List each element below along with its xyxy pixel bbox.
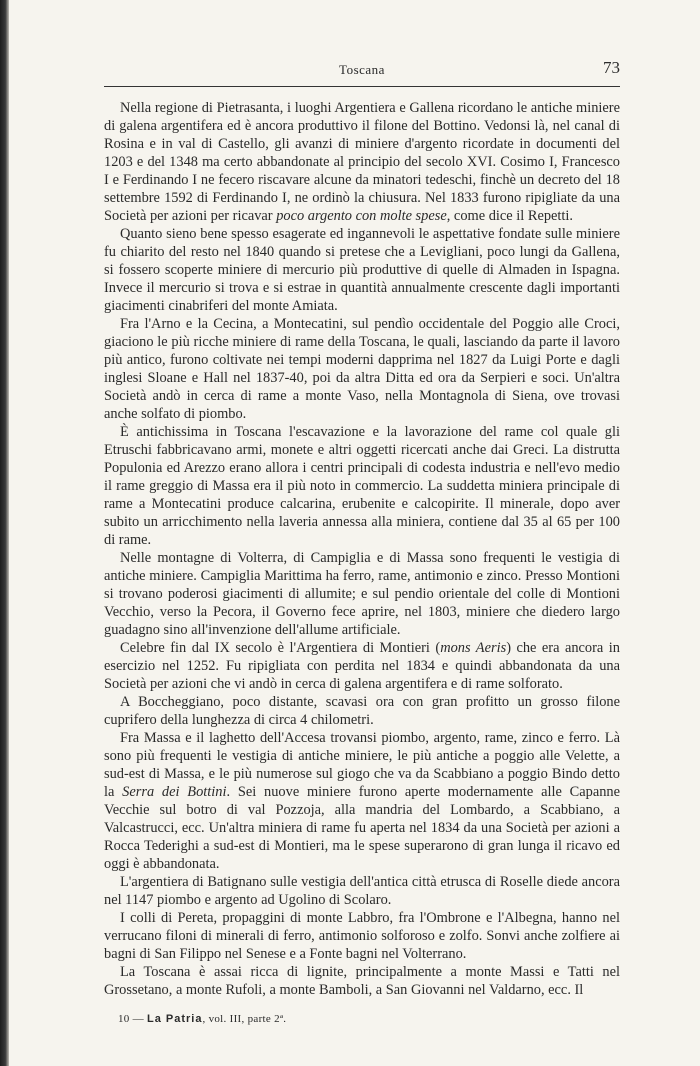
italic-text: poco argento con molte spese [276, 208, 447, 224]
footer-title: La Patria [147, 1013, 203, 1025]
footer-prefix: 10 — [118, 1013, 147, 1025]
paragraph [104, 549, 620, 639]
text-run: Quanto sieno bene spesso esagerate ed ingannevoli le aspettative fondate sulle miniere fu chiarito del resto nel 1840 quando si pretese che a Levigliani, poco lungi da Gallena, si fossero scoperte miniere di mercurio più produttive di quelle di Almaden in Ispagna. Invece il mercurio si trova e si estrae in quantità annualmente crescente dagli importanti giacimenti cinabriferi del monte Amiata. [104, 226, 620, 314]
page-header [104, 58, 620, 82]
paragraph [104, 873, 620, 909]
text-run: Nelle montagne di Volterra, di Campiglia e di Massa sono frequenti le vestigia di antiche miniere. Campiglia Marittima ha ferro, rame, antimonio e zinco. Presso Montioni si trovano poderosi giacimenti di allumite; e sul pendio orientale del colle di Montioni Vecchio, verso la Pecora, il Governo fece aprire, nel 1803, miniere che diedero largo guadagno sino all'invenzione dell'allume artificiale. [104, 550, 620, 638]
text-run: L'argentiera di Batignano sulle vestigia dell'antica città etrusca di Roselle diede ancora nel 1147 piombo e argento ad Ugolino di Scolaro. [104, 874, 620, 908]
paragraph [104, 909, 620, 963]
body-text [104, 99, 620, 999]
text-run: I colli di Pereta, propaggini di monte Labbro, fra l'Ombrone e l'Albegna, hanno nel verrucano filoni di minerali di ferro, antimonio solforoso e zolfo. Sonvi anche zolfiere ai bagni di San Filippo nel Senese e a Fonte bagni nel Volterrano. [104, 910, 620, 962]
text-run: La Toscana è assai ricca di lignite, principalmente a monte Massi e Tatti nel Grossetano, a monte Rufoli, a monte Bamboli, a San Giovanni nel Valdarno, ecc. Il [104, 964, 620, 998]
text-run: A Boccheggiano, poco distante, scavasi ora con gran profitto un grosso filone cuprifero della lunghezza di circa 4 chilometri. [104, 694, 620, 728]
paragraph [104, 99, 620, 225]
text-run: ) che era ancora in esercizio nel 1252. Fu ripigliata con perdita nel 1834 e quindi abbandonata da una Società per azioni che vi andò in cerca di galena argentifera e di rame solforato. [104, 640, 620, 692]
text-run: . Sei nuove miniere furono aperte modernamente alle Capanne Vecchie sul botro di val Pozzoja, alla mandria del Lombardo, a Scabbiano, a Valcastrucci, ecc. Un'altra miniera di rame fu aperta nel 1834 da una Società per azioni a Rocca Tederighi a sud-est di Montieri, ma le spese superarono di gran lunga il ricavo ed oggi è abbandonata. [104, 784, 620, 872]
paragraph [104, 963, 620, 999]
text-run: Fra Massa e il laghetto dell'Accesa trovansi piombo, argento, rame, zinco e ferro. Là sono più frequenti le vestigia di antiche miniere, le più antiche a poggio alle Velette, a sud-est di Massa, e le più numerose sul giogo che va da Scabbiano a poggio Bindo detto la [104, 730, 620, 800]
paragraph [104, 639, 620, 693]
page [104, 58, 620, 999]
paragraph [104, 423, 620, 549]
footer-suffix: , vol. III, parte 2ª. [202, 1013, 287, 1025]
header-rule [104, 86, 620, 87]
book-spine [0, 0, 9, 1066]
page-footer [118, 1013, 286, 1025]
paragraph [104, 315, 620, 423]
text-run: , come dice il Repetti. [446, 208, 574, 224]
italic-text: mons Aeris [440, 640, 507, 656]
paragraph [104, 225, 620, 315]
text-run: Fra l'Arno e la Cecina, a Montecatini, sul pendìo occidentale del Poggio alle Croci, giaciono le più ricche miniere di rame della Toscana, le quali, lasciando da parte il lavoro più antico, furono coltivate nei tempi moderni dapprima nel 1827 da Luigi Porte e dagli inglesi Sloane e Hall nel 1837-40, poi da altra Ditta ed ora da Serpieri e soci. Un'altra Società andò in cerca di rame a monte Vaso, nella Montagnola di Siena, ove trovasi anche solfato di piombo. [104, 316, 620, 422]
text-run: Nella regione di Pietrasanta, i luoghi Argentiera e Gallena ricordano le antiche miniere di galena argentifera ed è ancora produttivo il filone del Bottino. Vedonsi là, nel canal di Rosina e in val di Castello, gli avanzi di miniere d'argento ricordate in documenti del 1203 e del 1348 ma certo abbandonate al principio del secolo XVI. Cosimo I, Francesco I e Ferdinando I ne fecero riscavare alcune da minatori tedeschi, finchè un decreto del 18 settembre 1592 di Ferdinando I, ne ordinò la chiusura. Nel 1833 furono ripigliate da una Società per azioni per ricavar [104, 100, 620, 224]
text-run: È antichissima in Toscana l'escavazione e la lavorazione del rame col quale gli Etruschi fabbricavano armi, monete e altri oggetti ricercati anche dai Greci. La distrutta Populonia ed Arezzo erano allora i centri principali di codesta industria e nell'evo medio il rame greggio di Massa era il più noto in commercio. La suddetta miniera principale di rame a Montecatini produce calcarina, erubenite e calcopirite. Il minerale, dopo aver subito un arricchimento nella laveria annessa alla miniera, contiene dal 35 al 65 per 100 di rame. [104, 424, 620, 548]
paragraph [104, 729, 620, 873]
text-run: Celebre fin dal IX secolo è l'Argentiera di Montieri ( [120, 640, 441, 656]
paragraph [104, 693, 620, 729]
italic-text: Serra dei Bottini [122, 784, 227, 800]
running-head: Toscana [339, 62, 385, 77]
page-number: 73 [603, 58, 620, 77]
